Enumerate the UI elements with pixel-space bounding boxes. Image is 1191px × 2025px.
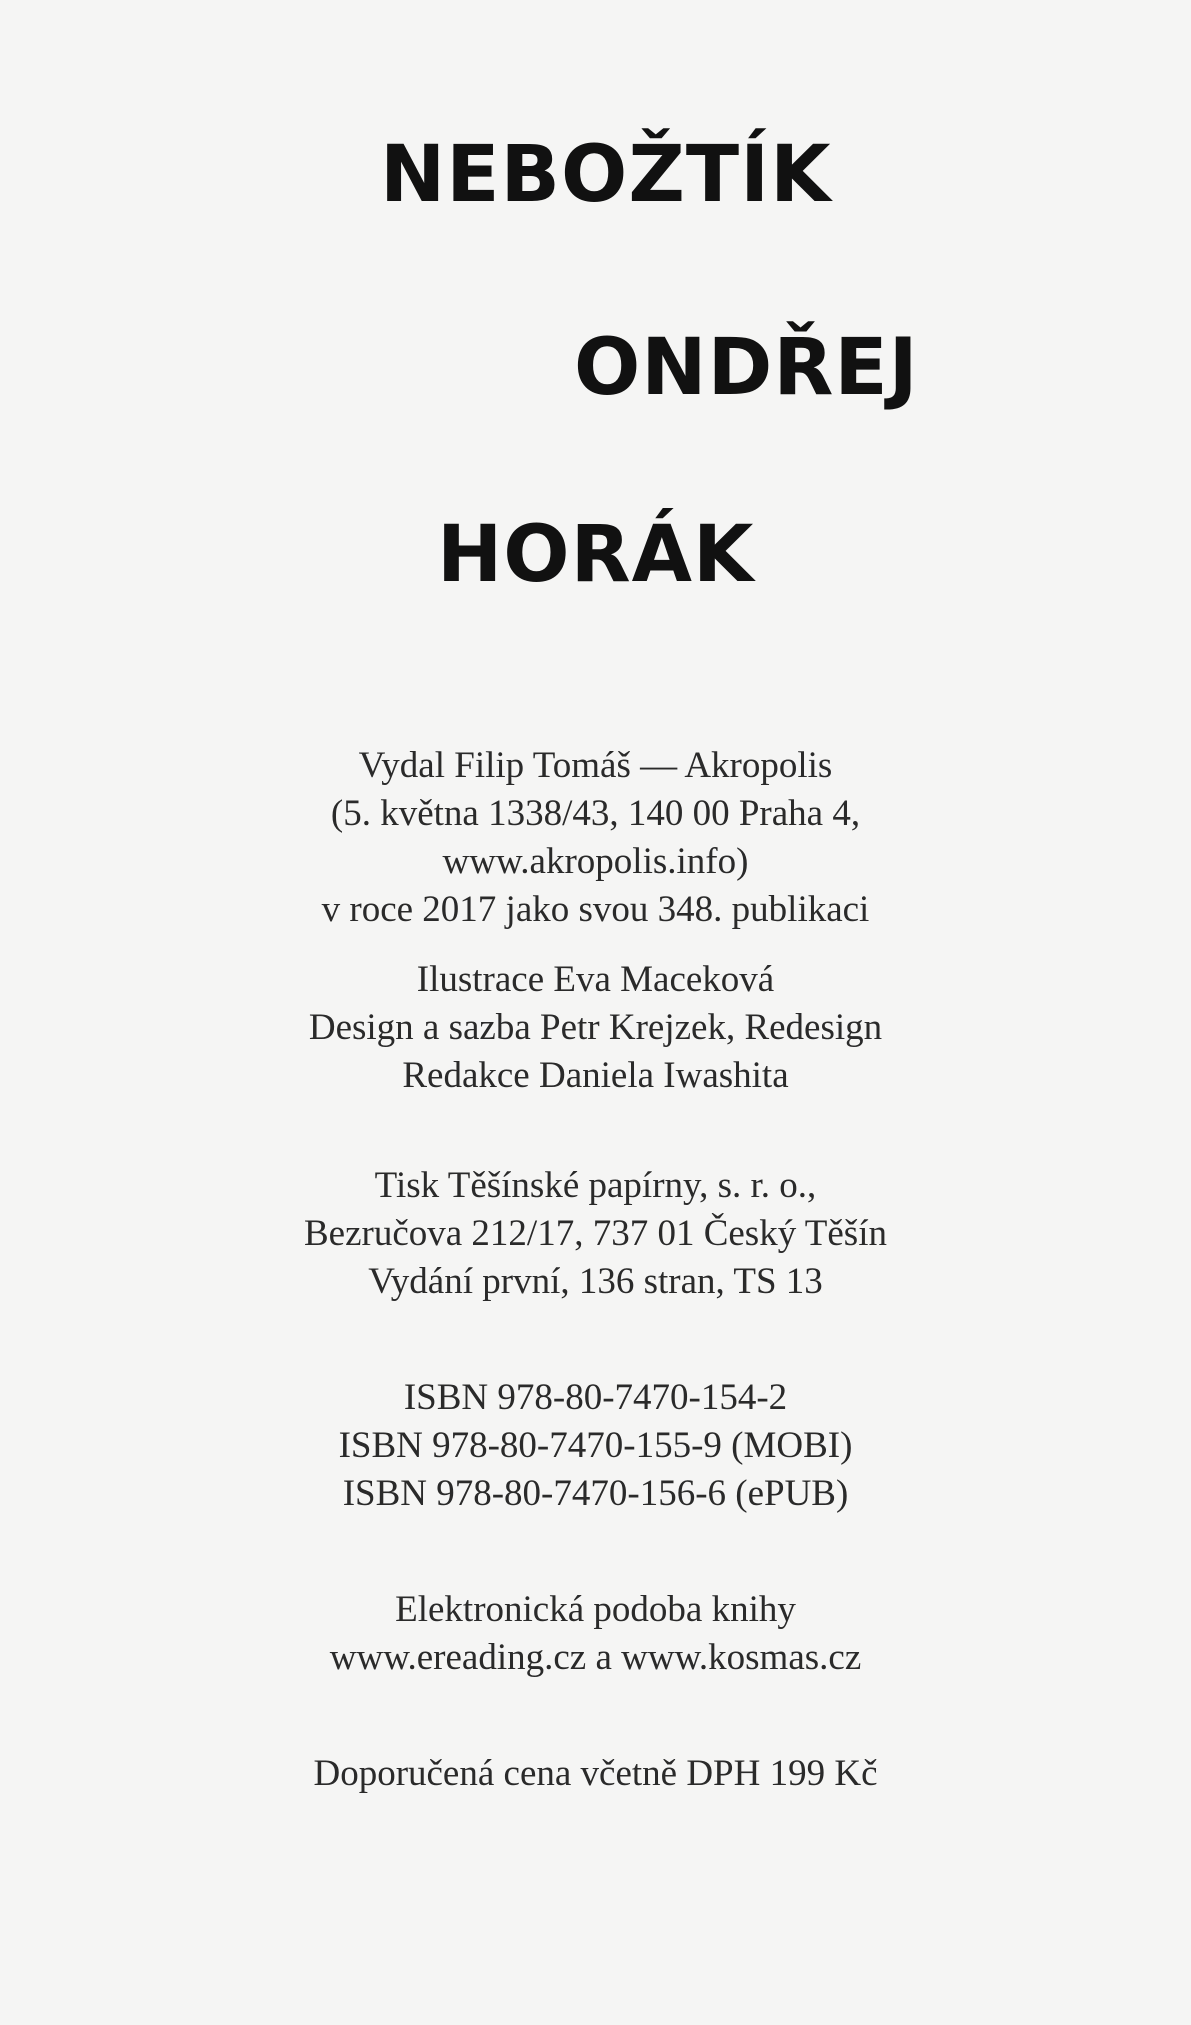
ebook-line: Elektronická podoba knihy (395, 1589, 796, 1630)
title-line-3: HORÁK (437, 510, 755, 600)
illustration-credit: Ilustrace Eva Maceková (416, 959, 775, 1000)
publisher-line: Vydal Filip Tomáš — Akropolis (358, 745, 833, 786)
design-credit: Design a sazba Petr Krejzek, Redesign (308, 1007, 883, 1048)
isbn-epub: ISBN 978-80-7470-156-6 (ePUB) (342, 1473, 849, 1514)
publication-year-line: v roce 2017 jako svou 348. publikaci (321, 889, 870, 930)
title-line-2: ONDŘEJ (574, 323, 919, 413)
printing-block (0, 1162, 1191, 1306)
editor-credit: Redakce Daniela Iwashita (402, 1055, 789, 1096)
isbn-print: ISBN 978-80-7470-154-2 (403, 1377, 788, 1418)
publisher-address-line: (5. května 1338/43, 140 00 Praha 4, (330, 793, 861, 834)
isbn-block (0, 1374, 1191, 1518)
title-line-1: NEBOŽTÍK (380, 130, 832, 220)
publisher-website-line: www.akropolis.info) (442, 841, 749, 882)
ebook-stores-line: www.ereading.cz a www.kosmas.cz (329, 1637, 862, 1678)
isbn-mobi: ISBN 978-80-7470-155-9 (MOBI) (338, 1425, 853, 1466)
ebook-block (0, 1586, 1191, 1682)
price-block (0, 1750, 1191, 1798)
colophon (0, 742, 1191, 1798)
price-line: Doporučená cena včetně DPH 199 Kč (313, 1753, 878, 1794)
printer-address-line: Bezručova 212/17, 737 01 Český Těšín (303, 1213, 887, 1254)
printer-line: Tisk Těšínské papírny, s. r. o., (374, 1165, 817, 1206)
credits-block (0, 956, 1191, 1100)
edition-line: Vydání první, 136 stran, TS 13 (368, 1261, 823, 1302)
publisher-block (0, 742, 1191, 934)
